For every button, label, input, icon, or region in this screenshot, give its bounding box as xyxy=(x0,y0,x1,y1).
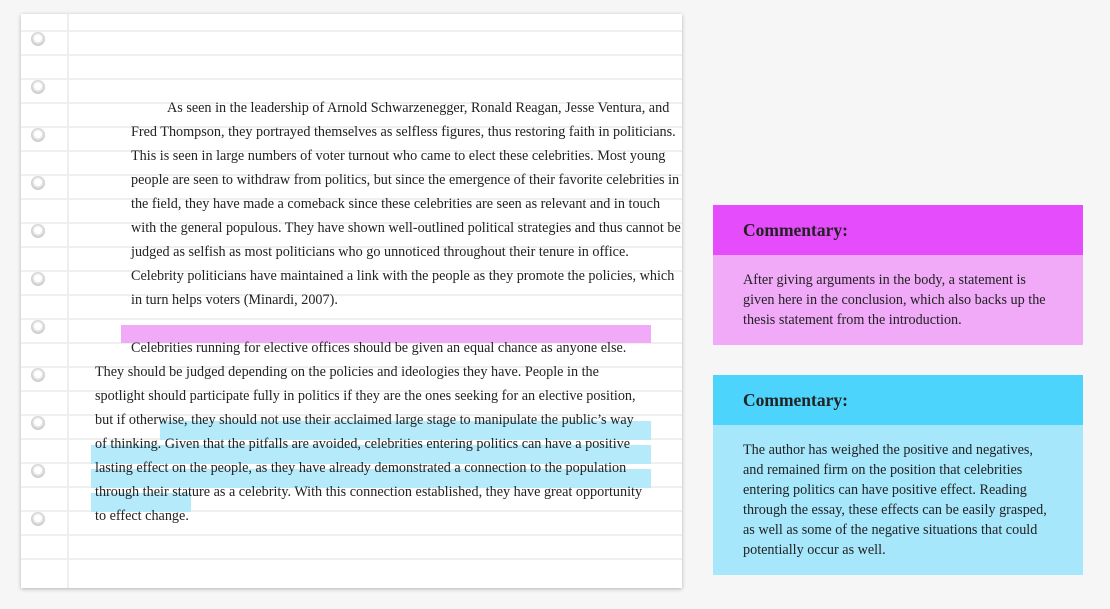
essay-line xyxy=(95,432,651,456)
essay-line: in turn helps voters (Minardi, 2007). xyxy=(131,292,338,308)
binder-hole xyxy=(31,416,45,430)
essay-highlighted-line: through their stature as a celebrity. With this connection established, they have great opportunity xyxy=(95,484,643,500)
commentary-title: Commentary: xyxy=(713,205,1083,255)
commentary-box-2 xyxy=(713,375,1083,575)
margin-line xyxy=(67,14,69,588)
binder-hole xyxy=(31,176,45,190)
notebook-paper xyxy=(21,14,682,588)
essay-line: This is seen in large numbers of voter turnout who came to elect these celebrities. Most young xyxy=(131,148,666,164)
binder-hole xyxy=(31,80,45,94)
commentary-text: The author has weighed the positive and negatives, and remained firm on the position that celebrities entering politics can have positive effect. Reading through the essay, these effects can be easily grasped, as well as some of the negative situations that could potentially occur as well. xyxy=(713,425,1083,575)
essay-text: of thinking. xyxy=(95,436,162,452)
binder-hole xyxy=(31,224,45,238)
essay-line: with the general populous. They have shown well-outlined political strategies and thus cannot be xyxy=(131,220,681,236)
essay-line: but if otherwise, they should not use their acclaimed large stage to manipulate the public’s way xyxy=(95,412,634,428)
essay-topic-sentence: Celebrities running for elective offices should be given an equal chance as anyone else. xyxy=(131,340,627,356)
binder-hole xyxy=(31,320,45,334)
commentary-box-1 xyxy=(713,205,1083,345)
essay-line: the field, they have made a comeback since these celebrities are seen as relevant and in touch xyxy=(131,196,661,212)
binder-hole xyxy=(31,512,45,526)
binder-hole xyxy=(31,272,45,286)
essay-line: Celebrity politicians have maintained a link with the people as they promote the policies, which xyxy=(131,268,675,284)
essay-line: They should be judged depending on the policies and ideologies they have. People in the xyxy=(95,364,599,380)
commentary-title: Commentary: xyxy=(713,375,1083,425)
essay-highlighted-line: lasting effect on the people, as they have already demonstrated a connection to the population xyxy=(95,460,627,476)
commentary-text: After giving arguments in the body, a statement is given here in the conclusion, which also backs up the thesis statement from the introduction. xyxy=(713,255,1083,345)
essay-paragraph-1 xyxy=(95,96,681,312)
binder-hole xyxy=(31,368,45,382)
essay-line: As seen in the leadership of Arnold Schwarzenegger, Ronald Reagan, Jesse Ventura, and xyxy=(167,100,670,116)
essay-line: spotlight should participate fully in politics if they are the ones seeking for an elective position, xyxy=(95,388,636,404)
binder-hole xyxy=(31,32,45,46)
essay-line: Fred Thompson, they portrayed themselves as selfless figures, thus restoring faith in politicians. xyxy=(131,124,676,140)
essay-highlighted-line: to effect change. xyxy=(95,508,189,524)
essay-line: judged as selfish as most politicians who go unnoticed throughout their tenure in office. xyxy=(131,244,629,260)
essay-paragraph-2 xyxy=(95,336,651,528)
binder-hole xyxy=(31,128,45,142)
binder-hole xyxy=(31,464,45,478)
essay-highlighted-text: Given that the pitfalls are avoided, celebrities entering politics can have a positive xyxy=(164,436,631,452)
essay-line: people are seen to withdraw from politics, but since the emergence of their favorite celebrities in xyxy=(131,172,680,188)
